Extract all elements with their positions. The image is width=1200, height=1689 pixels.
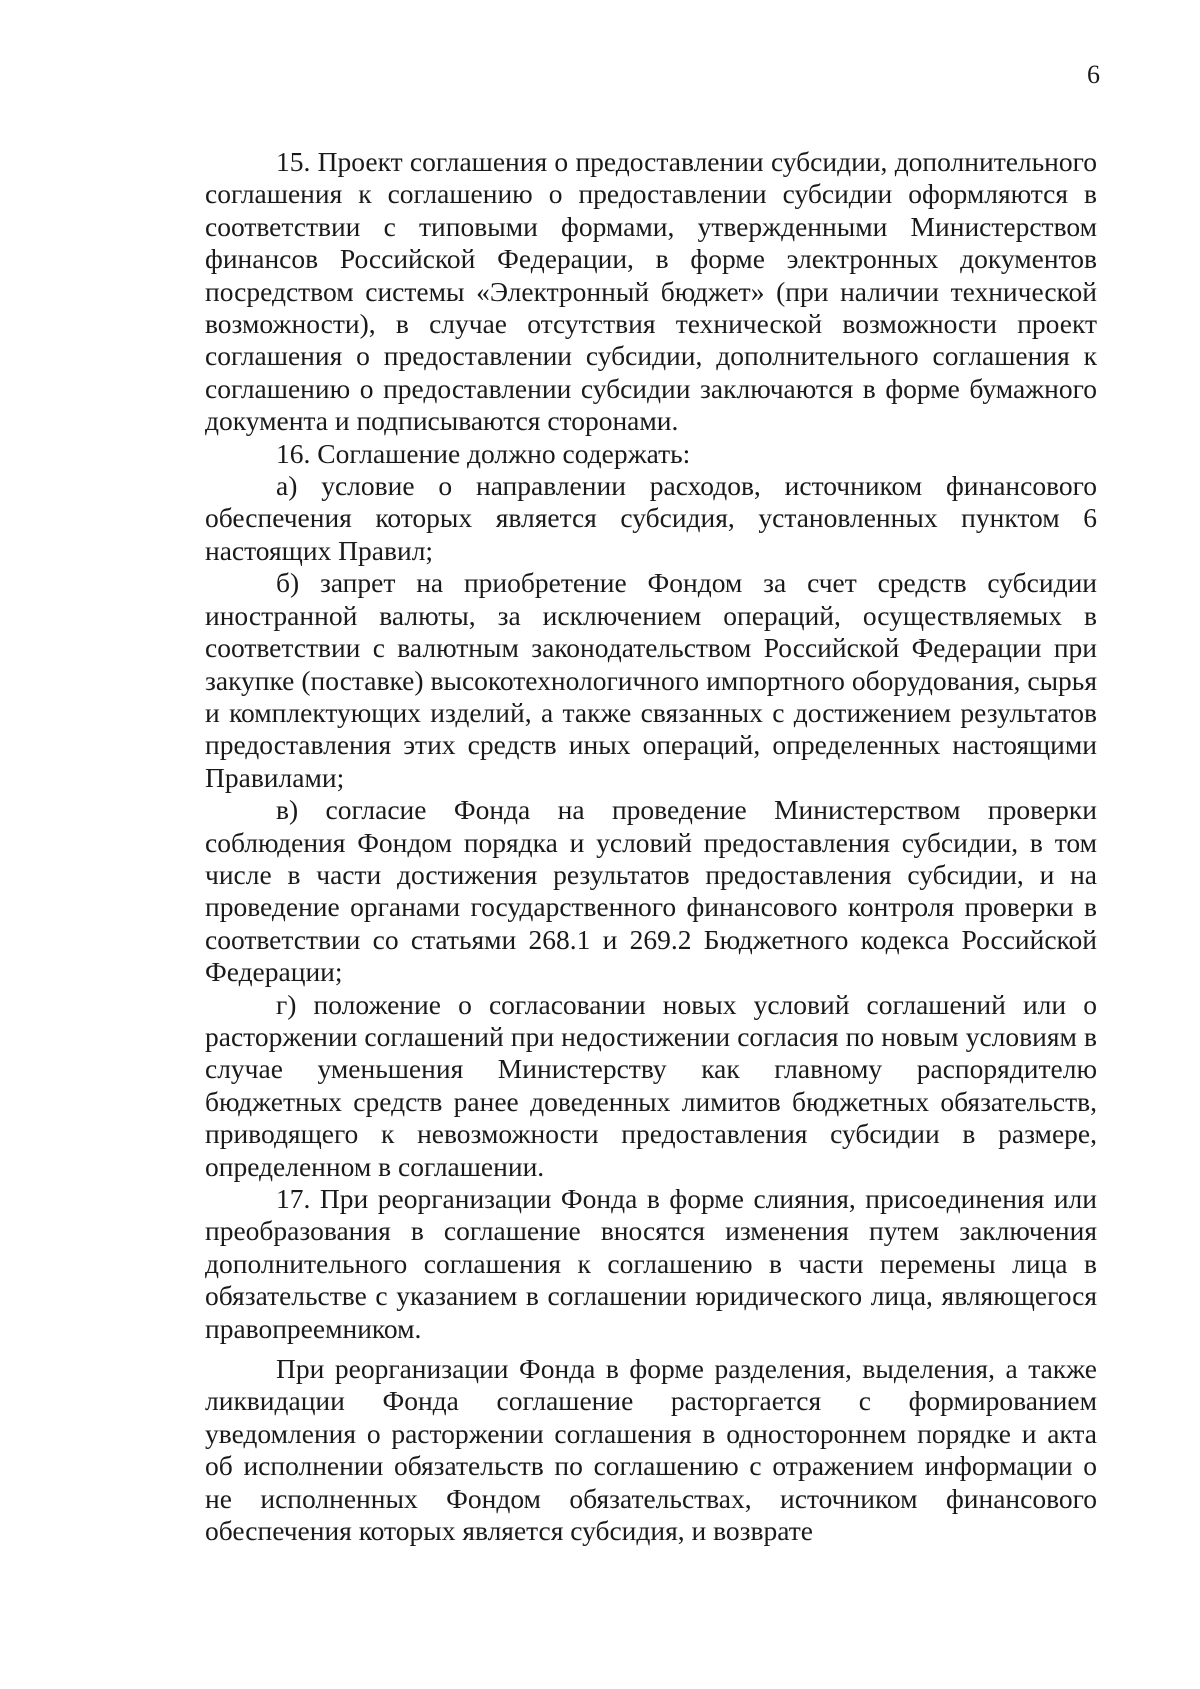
paragraph-16-a: а) условие о направлении расходов, источником финансового обеспечения которых является субсидия, установленных пунктом 6 настоящих Правил; (205, 470, 1097, 566)
document-body (205, 146, 1097, 1547)
paragraph-17: 17. При реорганизации Фонда в форме слияния, присоединения или преобразования в соглашение вносятся изменения путем заключения дополнительного соглашения к соглашению в части перемены лица в обязательстве с указанием в соглашении юридического лица, являющегося правопреемником. (205, 1183, 1097, 1344)
paragraph-16: 16. Соглашение должно содержать: (276, 437, 691, 469)
paragraph-17-continued: При реорганизации Фонда в форме разделения, выделения, а также ликвидации Фонда соглашение расторгается с формированием уведомления о расторжении соглашения в одностороннем порядке и акта об исполнении обязательств по соглашению с отражением информации о не исполненных Фондом обязательствах, источником финансового обеспечения которых является субсидия, и возврате (205, 1353, 1097, 1547)
paragraph-16-v: в) согласие Фонда на проведение Министерством проверки соблюдения Фондом порядка и условий предоставления субсидии, в том числе в части достижения результатов предоставления субсидии, и на проведение органами государственного финансового контроля проверки в соответствии со статьями 268.1 и 269.2 Бюджетного кодекса Российской Федерации; (205, 794, 1097, 988)
paragraph-16-b: б) запрет на приобретение Фондом за счет средств субсидии иностранной валюты, за исключением операций, осуществляемых в соответствии с валютным законодательством Российской Федерации при закупке (поставке) высокотехнологичного импортного оборудования, сырья и комплектующих изделий, а также связанных с достижением результатов предоставления этих средств иных операций, определенных настоящими Правилами; (205, 567, 1097, 793)
paragraph-15: 15. Проект соглашения о предоставлении субсидии, дополнительного соглашения к соглашению о предоставлении субсидии оформляются в соответствии с типовыми формами, утвержденными Министерством финансов Российской Федерации, в форме электронных документов посредством системы «Электронный бюджет» (при наличии технической возможности), в случае отсутствия технической возможности проект соглашения о предоставлении субсидии, дополнительного соглашения к соглашению о предоставлении субсидии заключаются в форме бумажного документа и подписываются сторонами. (205, 146, 1097, 437)
paragraph-16-g: г) положение о согласовании новых условий соглашений или о расторжении соглашений при недостижении согласия по новым условиям в случае уменьшения Министерству как главному распорядителю бюджетных средств ранее доведенных лимитов бюджетных обязательств, приводящего к невозможности предоставления субсидии в размере, определенном в соглашении. (205, 988, 1097, 1182)
page-number: 6 (1087, 60, 1100, 89)
